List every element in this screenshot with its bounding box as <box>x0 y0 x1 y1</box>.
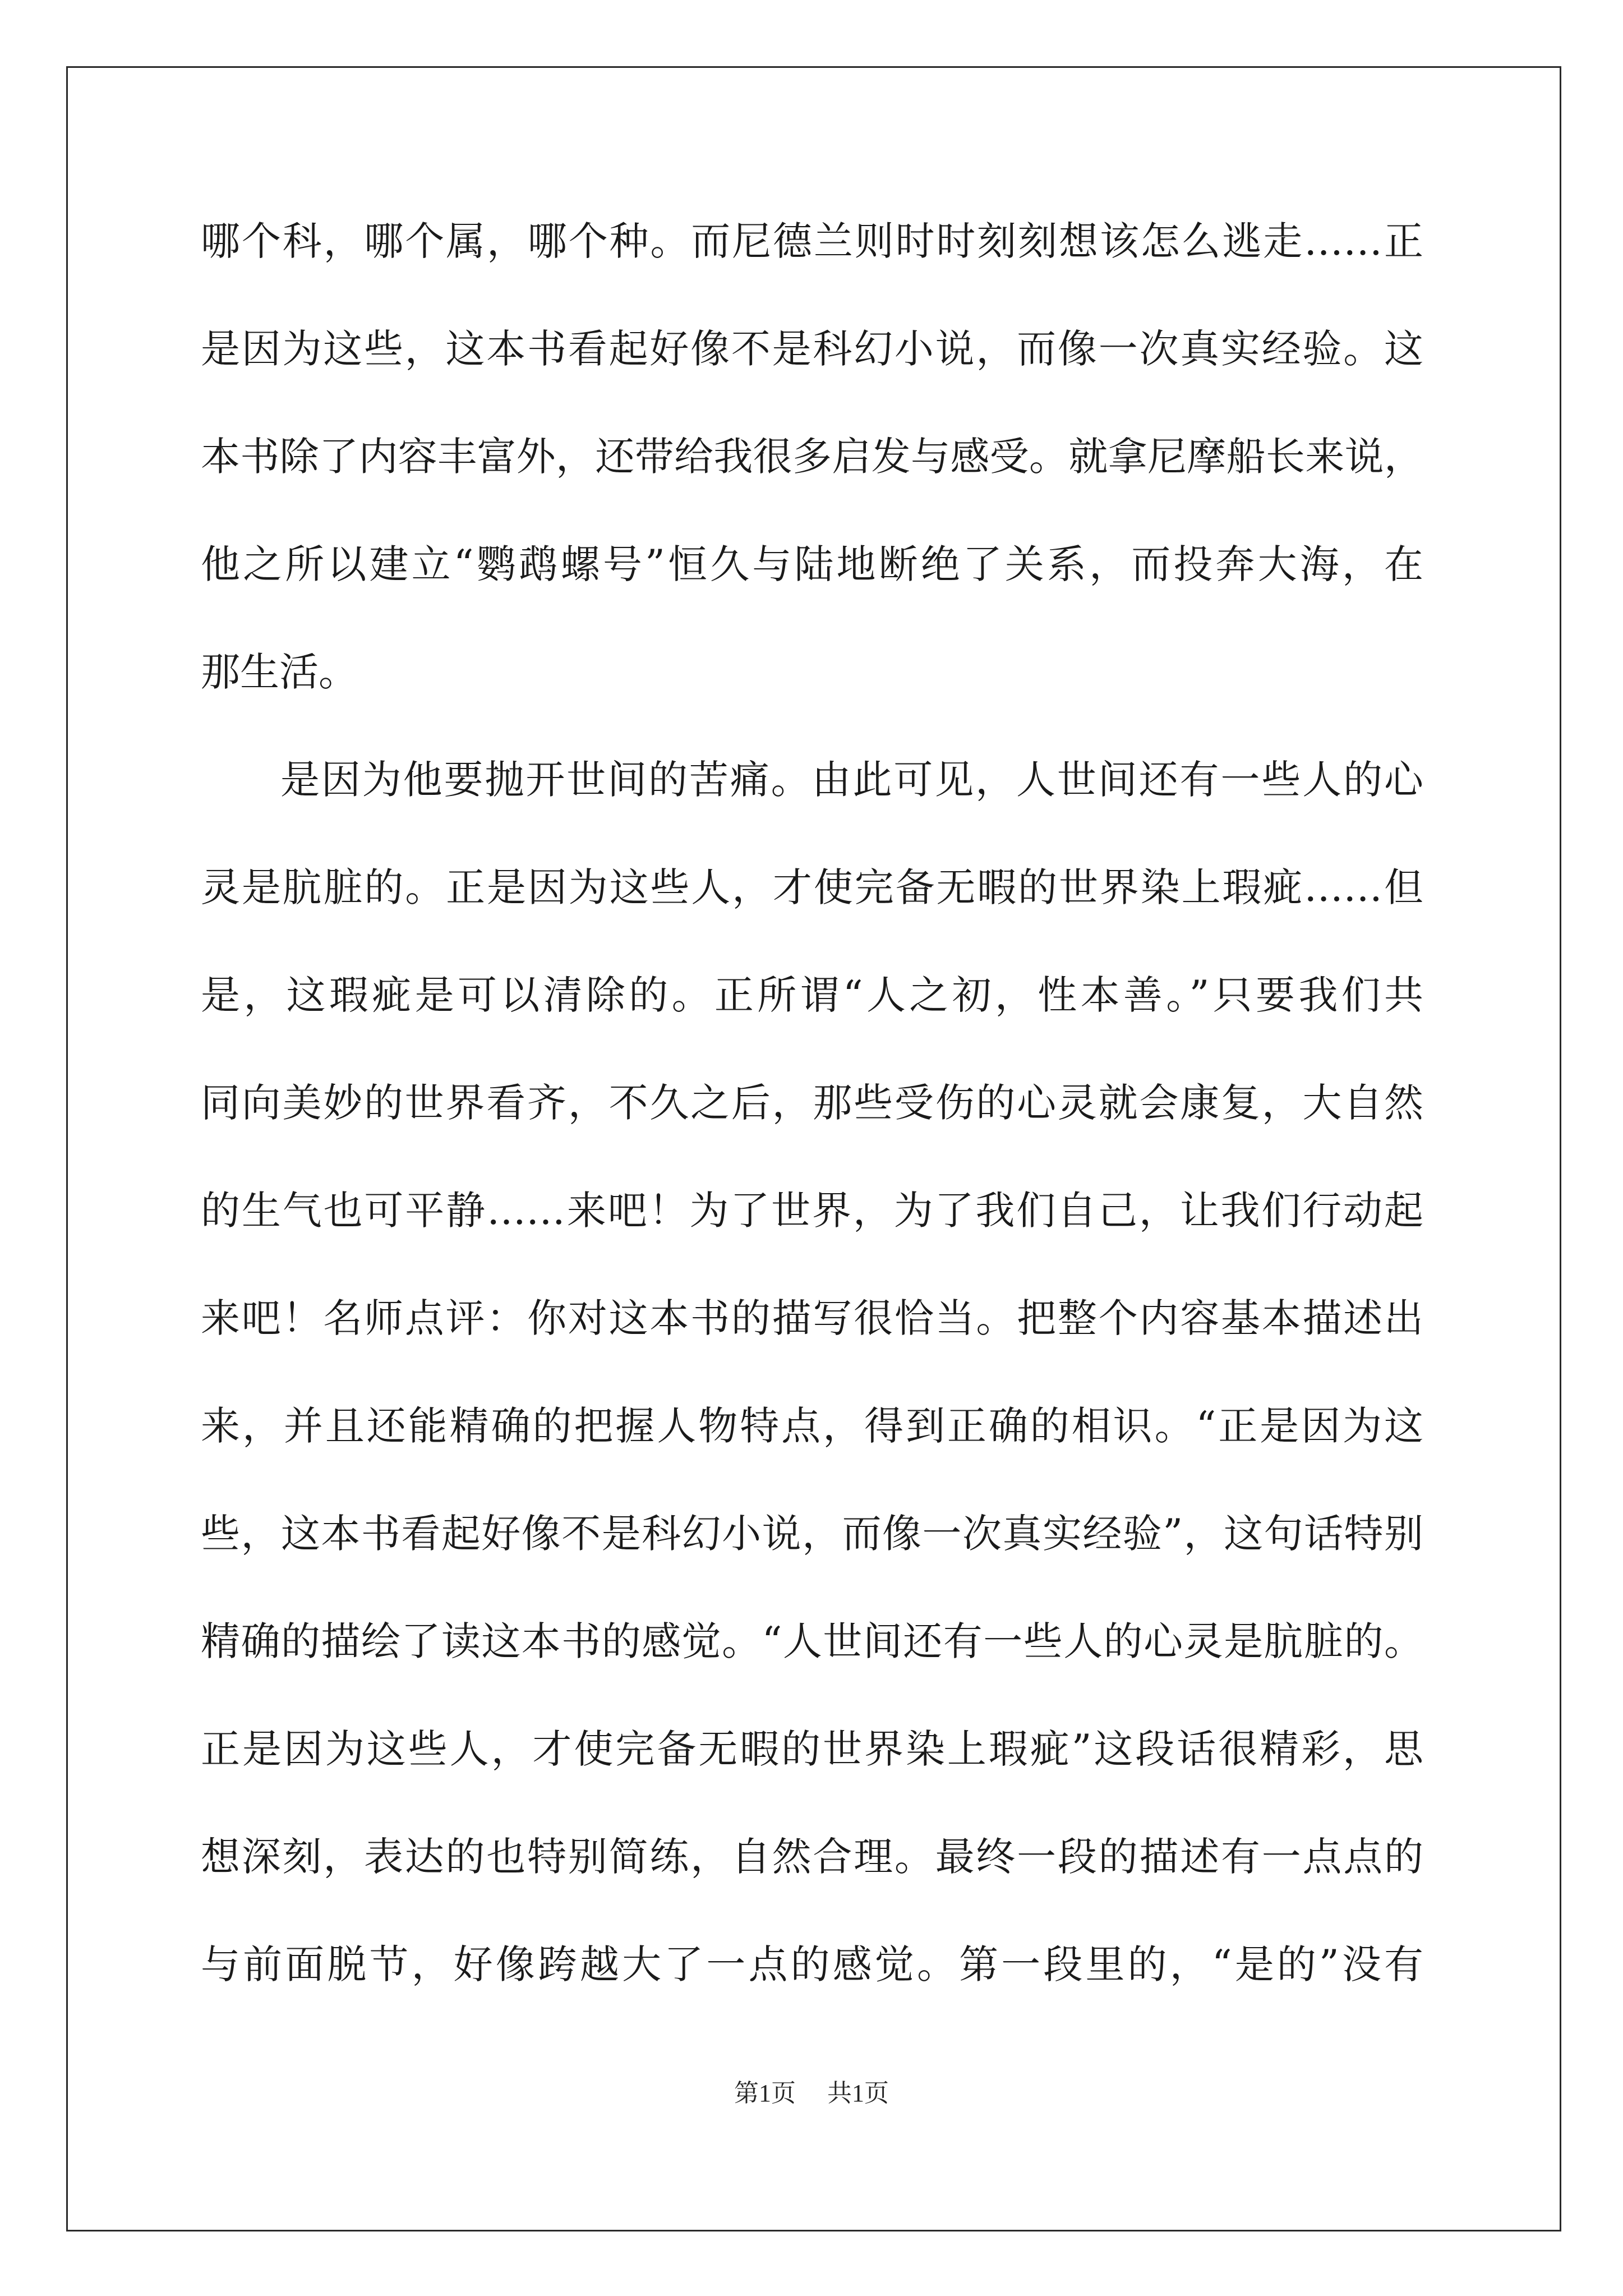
text-line: 本书除了内容丰富外，还带给我很多启发与感受。就拿尼摩船长来说， <box>201 434 1423 480</box>
text-line: 的生气也可平静……来吧！为了世界，为了我们自己，让我们行动起 <box>201 1188 1423 1234</box>
text-line: 是，这瑕疵是可以清除的。正所谓“人之初，性本善。”只要我们共 <box>201 972 1423 1018</box>
text-line-paragraph-end: 那生活。 <box>201 649 358 695</box>
text-line: 想深刻，表达的也特别简练，自然合理。最终一段的描述有一点点的 <box>201 1834 1423 1880</box>
text-line: 灵是肮脏的。正是因为这些人，才使完备无暇的世界染上瑕疵……但 <box>201 864 1423 910</box>
text-line: 些，这本书看起好像不是科幻小说，而像一次真实经验”，这句话特别 <box>201 1511 1423 1557</box>
text-line: 精确的描绘了读这本书的感觉。“人世间还有一些人的心灵是肮脏的。 <box>201 1618 1423 1664</box>
text-line: 正是因为这些人，才使完备无暇的世界染上瑕疵”这段话很精彩，思 <box>201 1726 1423 1772</box>
text-line: 哪个科，哪个属，哪个种。而尼德兰则时时刻刻想该怎么逃走……正 <box>201 218 1423 264</box>
text-line-paragraph-start: 是因为他要抛开世间的苦痛。由此可见，人世间还有一些人的心 <box>280 757 1423 803</box>
text-line: 同向美妙的世界看齐，不久之后，那些受伤的心灵就会康复，大自然 <box>201 1080 1423 1126</box>
text-line: 是因为这些，这本书看起好像不是科幻小说，而像一次真实经验。这 <box>201 326 1423 372</box>
page-total: 共1页 <box>827 2079 889 2107</box>
text-line: 他之所以建立“鹦鹉螺号”恒久与陆地断绝了关系，而投奔大海，在 <box>201 541 1423 587</box>
text-line: 与前面脱节，好像跨越大了一点的感觉。第一段里的，“是的”没有 <box>201 1941 1423 1987</box>
text-line: 来，并且还能精确的把握人物特点，得到正确的相识。“正是因为这 <box>201 1403 1423 1449</box>
page-number: 第1页 <box>734 2079 796 2107</box>
page-border <box>66 66 1561 2231</box>
page-footer <box>0 2077 1623 2110</box>
text-line: 来吧！名师点评：你对这本书的描写很恰当。把整个内容基本描述出 <box>201 1295 1423 1341</box>
